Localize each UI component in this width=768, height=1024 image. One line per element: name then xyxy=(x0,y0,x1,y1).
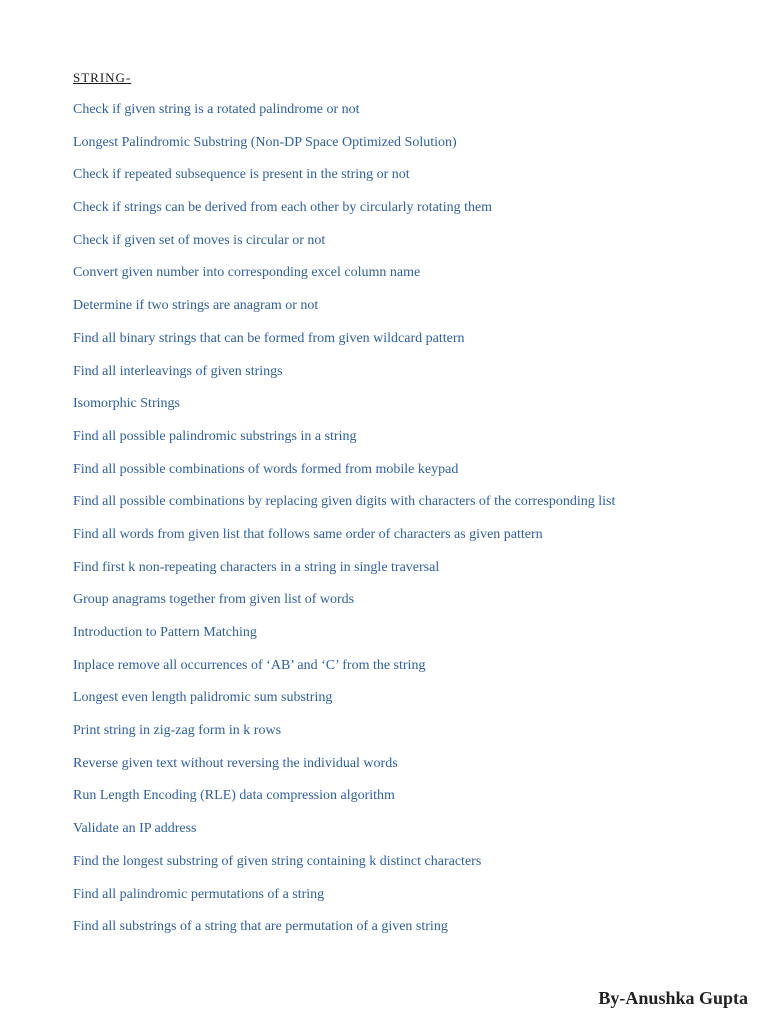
topic-link[interactable]: Run Length Encoding (RLE) data compression algorithm xyxy=(73,788,395,804)
section-heading: STRING- xyxy=(73,70,132,85)
topic-link[interactable]: Check if strings can be derived from each other by circularly rotating them xyxy=(73,200,493,216)
list-item xyxy=(73,558,615,591)
list-item xyxy=(73,427,615,460)
list-item xyxy=(73,362,615,395)
topic-link[interactable]: Validate an IP address xyxy=(73,821,197,837)
topic-link[interactable]: Reverse given text without reversing the individual words xyxy=(73,755,398,771)
list-item xyxy=(73,623,615,656)
topic-link[interactable]: Convert given number into corresponding excel column name xyxy=(73,265,421,281)
list-item xyxy=(73,786,615,819)
list-item xyxy=(73,656,615,689)
list-item xyxy=(73,165,615,198)
topic-link[interactable]: Find all words from given list that follows same order of characters as given pattern xyxy=(73,526,543,542)
list-item xyxy=(73,100,615,133)
topic-link[interactable]: Longest even length palidromic sum substring xyxy=(73,690,333,706)
list-item xyxy=(73,198,615,231)
list-item xyxy=(73,460,615,493)
list-item xyxy=(73,394,615,427)
list-item xyxy=(73,133,615,166)
topic-link[interactable]: Longest Palindromic Substring (Non-DP Space Optimized Solution) xyxy=(73,134,457,150)
topic-link[interactable]: Determine if two strings are anagram or not xyxy=(73,298,319,314)
list-item xyxy=(73,231,615,264)
list-item xyxy=(73,492,615,525)
topic-list xyxy=(73,100,615,950)
topic-link[interactable]: Find all possible palindromic substrings in a string xyxy=(73,428,357,444)
topic-link[interactable]: Find all possible combinations of words formed from mobile keypad xyxy=(73,461,459,477)
list-item xyxy=(73,525,615,558)
topic-link[interactable]: Check if repeated subsequence is present in the string or not xyxy=(73,167,410,183)
list-item xyxy=(73,819,615,852)
list-item xyxy=(73,754,615,787)
topic-link[interactable]: Find all binary strings that can be formed from given wildcard pattern xyxy=(73,330,465,346)
list-item xyxy=(73,852,615,885)
topic-link[interactable]: Print string in zig-zag form in k rows xyxy=(73,723,282,739)
topic-link[interactable]: Find all interleavings of given strings xyxy=(73,363,283,379)
list-item xyxy=(73,590,615,623)
list-item xyxy=(73,329,615,362)
topic-link[interactable]: Isomorphic Strings xyxy=(73,396,180,412)
list-item xyxy=(73,917,615,950)
author-signature: By-Anushka Gupta xyxy=(598,988,748,1008)
topic-link[interactable]: Find first k non-repeating characters in a string in single traversal xyxy=(73,559,440,575)
topic-link[interactable]: Find all substrings of a string that are permutation of a given string xyxy=(73,919,448,935)
list-item xyxy=(73,688,615,721)
topic-link[interactable]: Group anagrams together from given list of words xyxy=(73,592,355,608)
list-item xyxy=(73,721,615,754)
topic-link[interactable]: Check if given string is a rotated palindrome or not xyxy=(73,102,360,117)
list-item xyxy=(73,885,615,918)
topic-link[interactable]: Find all palindromic permutations of a string xyxy=(73,886,325,902)
topic-link[interactable]: Find all possible combinations by replacing given digits with characters of the corresponding list xyxy=(73,494,616,510)
list-item xyxy=(73,263,615,296)
topic-link[interactable]: Check if given set of moves is circular or not xyxy=(73,232,326,248)
topic-link[interactable]: Introduction to Pattern Matching xyxy=(73,625,257,640)
list-item xyxy=(73,296,615,329)
topic-link[interactable]: Inplace remove all occurrences of ‘AB’ and ‘C’ from the string xyxy=(73,657,426,673)
topic-link[interactable]: Find the longest substring of given string containing k distinct characters xyxy=(73,853,482,869)
